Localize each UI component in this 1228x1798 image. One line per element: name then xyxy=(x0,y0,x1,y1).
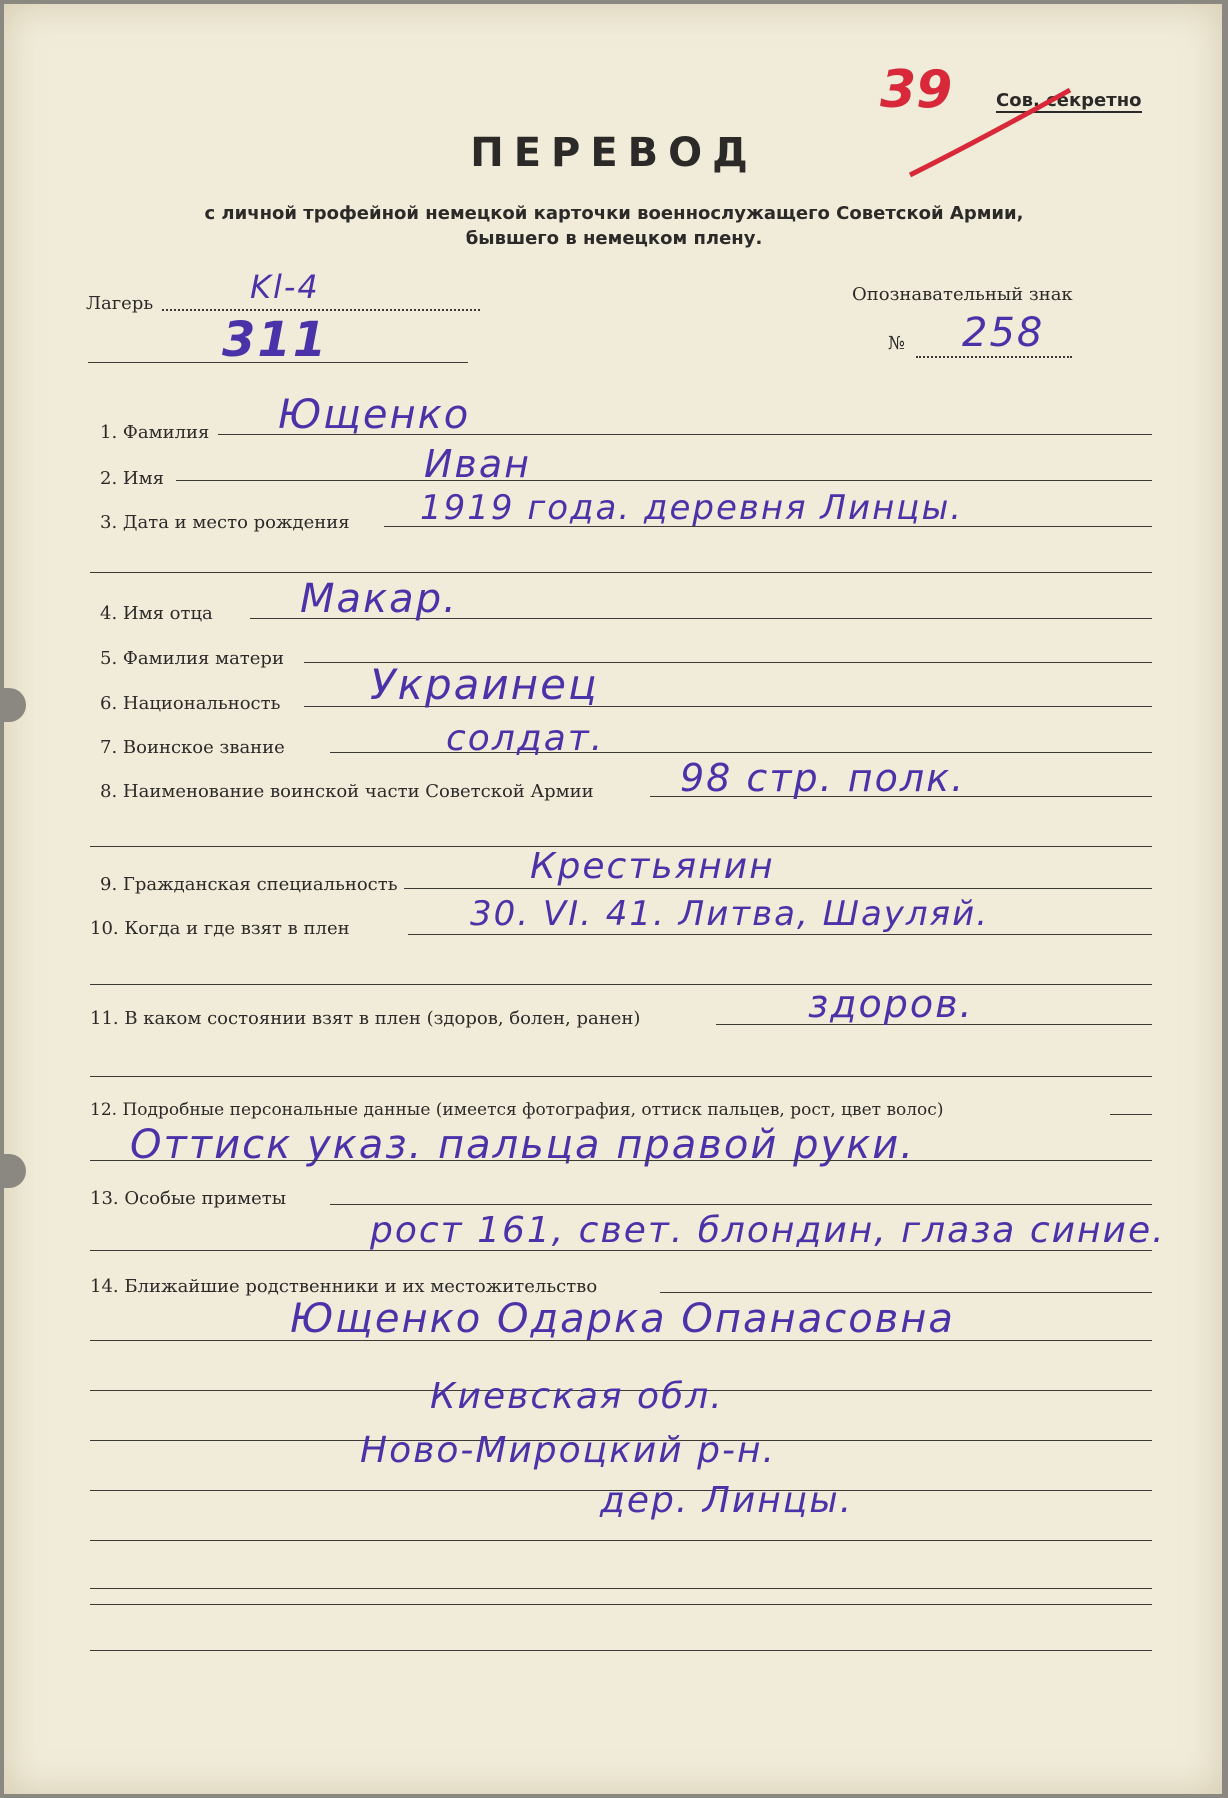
punch-hole-bottom xyxy=(4,1154,26,1188)
punch-hole-top xyxy=(4,688,26,722)
field-8-label: 8. Наименование воинской части Советской Армии xyxy=(100,781,594,802)
camp-label: Лагерь xyxy=(86,293,154,314)
field-13-label: 13. Особые приметы xyxy=(90,1188,287,1209)
field-2-label: 2. Имя xyxy=(100,468,164,489)
subtitle-line-1: с личной трофейной немецкой карточки военнослужащего Советской Армии, xyxy=(204,203,1024,224)
relatives-line-3: Ново-Мироцкий р-н. xyxy=(360,1430,776,1471)
camp-line xyxy=(162,309,480,311)
id-mark-label: Опознавательный знак xyxy=(852,284,1073,305)
field-14-label: 14. Ближайшие родственники и их местожительство xyxy=(90,1276,598,1297)
field-4-label: 4. Имя отца xyxy=(100,603,213,624)
field-13-line xyxy=(330,1204,1152,1205)
camp-value-1: Kl-4 xyxy=(250,268,320,306)
field-12-line-2 xyxy=(90,1160,1152,1161)
field-5-label: 5. Фамилия матери xyxy=(100,648,284,669)
field-14-line xyxy=(660,1292,1152,1293)
subtitle-line-2: бывшего в немецком плену. xyxy=(465,228,763,249)
ruled-line xyxy=(90,1650,1152,1651)
field-8-value: 98 стр. полк. xyxy=(680,756,966,800)
relatives-line-1: Ющенко Одарка Опанасовна xyxy=(290,1296,955,1342)
field-11-label: 11. В каком состоянии взят в плен (здоров, болен, ранен) xyxy=(90,1008,641,1029)
field-11-line-2 xyxy=(90,1076,1152,1077)
field-1-label: 1. Фамилия xyxy=(100,422,210,443)
red-handwritten-number: 39 xyxy=(880,60,953,120)
field-12-label: 12. Подробные персональные данные (имеется фотография, оттиск пальцев, рост, цвет волос) xyxy=(90,1100,944,1120)
ruled-line xyxy=(90,1340,1152,1341)
id-mark-number-prefix: № xyxy=(888,333,906,354)
field-10-value: 30. VI. 41. Литва, Шауляй. xyxy=(470,894,990,934)
field-13-line-2 xyxy=(90,1250,1152,1251)
camp-value-2: 311 xyxy=(222,312,329,368)
field-12-line xyxy=(1110,1114,1152,1115)
field-9-label: 9. Гражданская специальность xyxy=(100,874,398,895)
ruled-line xyxy=(90,1540,1152,1541)
field-6-value: Украинец xyxy=(370,660,599,709)
relatives-line-4: дер. Линцы. xyxy=(600,1480,854,1521)
id-mark-value: 258 xyxy=(962,310,1045,356)
field-12-value: Оттиск указ. пальца правой руки. xyxy=(130,1122,915,1168)
ruled-line xyxy=(90,1604,1152,1605)
field-1-value: Ющенко xyxy=(278,392,471,438)
field-3-line-2 xyxy=(90,572,1152,573)
field-7-label: 7. Воинское звание xyxy=(100,737,285,758)
field-7-value: солдат. xyxy=(446,718,605,759)
field-13-value: рост 161, свет. блондин, глаза синие. xyxy=(370,1210,1166,1251)
field-2-line xyxy=(176,480,1152,481)
field-4-value: Макар. xyxy=(300,576,458,622)
field-10-line xyxy=(408,934,1152,935)
field-10-line-2 xyxy=(90,984,1152,985)
field-9-value: Крестьянин xyxy=(530,846,775,887)
camp-line-2 xyxy=(88,362,468,363)
id-mark-line xyxy=(916,356,1072,358)
field-6-label: 6. Национальность xyxy=(100,693,281,714)
relatives-line-2: Киевская обл. xyxy=(430,1376,724,1417)
field-2-value: Иван xyxy=(424,442,531,486)
document-title: ПЕРЕВОД xyxy=(470,130,758,176)
field-3-label: 3. Дата и место рождения xyxy=(100,512,350,533)
field-9-line xyxy=(404,888,1152,889)
field-3-value: 1919 года. деревня Линцы. xyxy=(420,488,964,528)
field-11-value: здоров. xyxy=(808,982,974,1026)
classification-stamp: Сов. секретно xyxy=(996,90,1142,111)
ruled-line xyxy=(90,1588,1152,1589)
field-10-label: 10. Когда и где взят в плен xyxy=(90,918,350,939)
